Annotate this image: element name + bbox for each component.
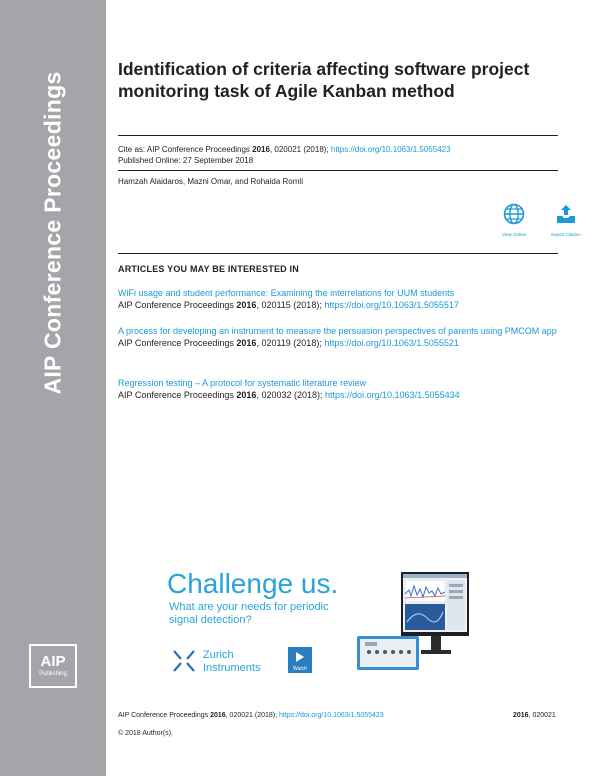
title-rule [118,135,558,136]
published-date: Published Online: 27 September 2018 [118,156,254,165]
footer-citation [118,712,384,719]
instrument-monitor-illustration [357,572,472,698]
footer-page-volume: 2016 [513,712,529,719]
related-article-source [118,337,558,349]
export-icon [554,202,578,226]
footer-page-id [513,712,556,719]
source-rest: , 020119 (2018); [256,338,325,348]
source-rest: , 020115 (2018); [256,300,325,310]
source-volume: 2016 [236,338,257,348]
play-icon [295,651,305,663]
cite-prefix: Cite as: AIP Conference Proceedings [118,145,253,154]
watch-label: Watch [293,666,307,672]
view-online-label: View Online [502,232,526,237]
cite-doi-link[interactable]: https://doi.org/10.1063/1.5055423 [330,145,451,154]
journal-title: AIP Conference Proceedings [39,71,66,395]
authors: Hamzah Alaidaros, Mazni Omar, and Rohaida Romli [118,177,303,186]
footer-doi-link[interactable]: https://doi.org/10.1063/1.5055423 [279,712,384,719]
ad-headline: Challenge us. [167,568,339,599]
related-article [118,287,558,311]
related-article [118,325,558,349]
zi-brand [203,649,260,675]
logo-text: AIP [40,653,66,670]
related-heading: ARTICLES YOU MAY BE INTERESTED IN [118,264,299,274]
related-doi-link[interactable]: https://doi.org/10.1063/1.5055434 [325,390,460,400]
view-online-button[interactable] [494,202,534,237]
footer-volume: 2016 [210,712,226,719]
footer-rest: , 020021 (2018); [225,712,279,719]
zi-brand-line2: Instruments [203,662,261,674]
source-volume: 2016 [236,390,257,400]
globe-icon [502,202,526,226]
source-prefix: AIP Conference Proceedings [118,390,237,400]
journal-sidebar [0,0,106,776]
related-article-source [118,389,558,401]
zi-brand-line1: Zurich [203,649,234,661]
source-volume: 2016 [236,300,257,310]
source-prefix: AIP Conference Proceedings [118,338,237,348]
citation-block [118,144,451,166]
related-doi-link[interactable]: https://doi.org/10.1063/1.5055521 [324,338,459,348]
related-article-title[interactable]: A process for developing an instrument to measure the persuasion perspectives of parents using PMCOM app [118,326,557,336]
zurich-instruments-logo-icon [171,648,197,674]
source-prefix: AIP Conference Proceedings [118,300,237,310]
footer-prefix: AIP Conference Proceedings [118,712,211,719]
article-title: Identification of criteria affecting software project monitoring task of Agile Kanban method [118,59,530,101]
cite-rest: , 020021 (2018); [269,145,331,154]
aip-publishing-logo[interactable] [29,644,77,688]
footer-page-number: , 020021 [528,712,556,719]
related-article-title[interactable]: WiFi usage and student performance: Examining the interrelations for UUM students [118,288,455,298]
zurich-instruments-ad[interactable] [167,568,472,700]
copyright: © 2018 Author(s). [118,730,173,737]
related-article [118,377,558,401]
related-article-title[interactable]: Regression testing – A protocol for systematic literature review [118,378,367,388]
cite-volume: 2016 [252,145,270,154]
related-rule [118,253,558,254]
export-citation-label: Export Citation [551,232,581,237]
ad-subline: What are your needs for periodic signal detection? [169,601,329,626]
related-doi-link[interactable]: https://doi.org/10.1063/1.5055517 [324,300,459,310]
watch-button[interactable] [288,647,312,673]
export-citation-button[interactable] [546,202,586,237]
logo-subtext: Publishing [39,671,67,677]
related-article-source [118,299,558,311]
cite-rule [118,170,558,171]
source-rest: , 020032 (2018); [256,390,325,400]
